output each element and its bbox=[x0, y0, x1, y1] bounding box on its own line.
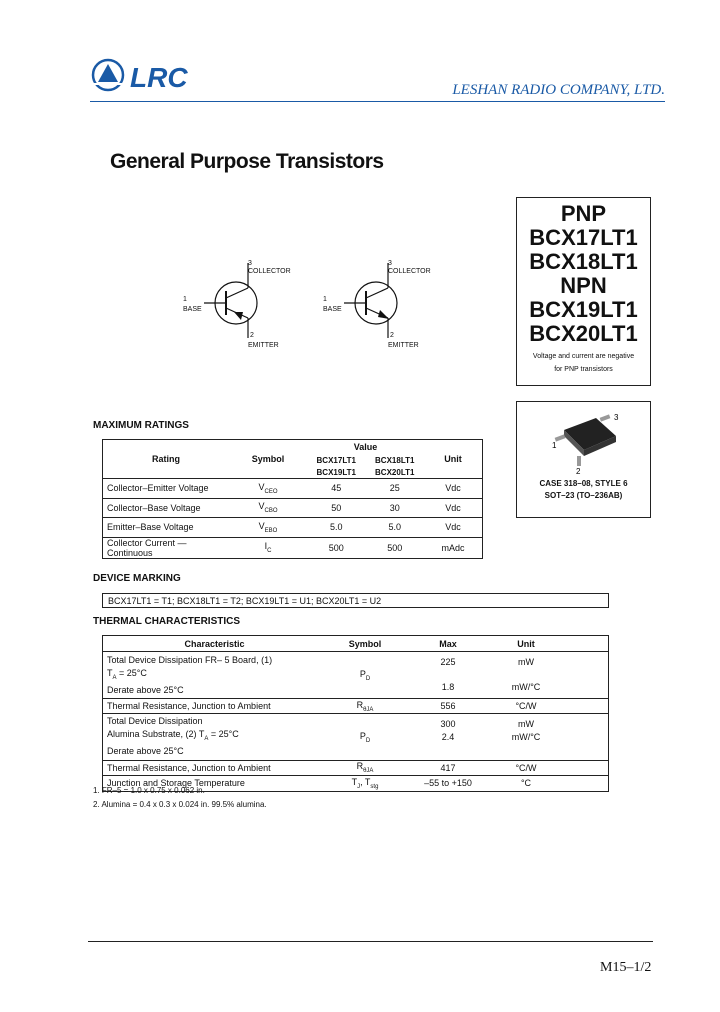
package-box bbox=[516, 401, 651, 518]
footer-divider bbox=[88, 941, 653, 942]
page-title: General Purpose Transistors bbox=[110, 150, 384, 173]
device-marking-text: BCX17LT1 = T1; BCX18LT1 = T2; BCX19LT1 = U1; BCX20LT1 = U2 bbox=[102, 593, 609, 608]
table-row: Emitter–Base Voltage $V_{EBO}$ 5.0 5.0 Vdc bbox=[103, 518, 483, 538]
table-row: Collector–Base Voltage $V_{CBO}$ 50 30 Vdc bbox=[103, 498, 483, 518]
svg-text:3: 3 bbox=[613, 413, 618, 422]
part-number: BCX20LT1 bbox=[529, 321, 638, 346]
case-label: CASE 318–08, STYLE 6 SOT–23 (TO–236AB) bbox=[539, 479, 628, 500]
part-type-pnp: PNP bbox=[560, 201, 607, 226]
svg-text:1: 1 bbox=[551, 441, 556, 450]
footnote-1: 1. FR–5 = 1.0 x 0.75 x 0.062 in. bbox=[93, 786, 205, 795]
part-number: BCX19LT1 bbox=[529, 297, 638, 322]
table-row: Total Device Dissipation FR– 5 Board, (1) $T_A = 25^\circ C$ Derate above 25°C $P_D$ 225 1.8 mW mW/°C bbox=[103, 652, 609, 699]
table-row: Collector–Emitter Voltage $V_{CEO}$ 45 25 Vdc bbox=[103, 479, 483, 499]
part-number-box bbox=[516, 197, 651, 386]
thermal-heading: THERMAL CHARACTERISTICS bbox=[93, 616, 241, 627]
company-name: LESHAN RADIO COMPANY, LTD. bbox=[452, 82, 665, 98]
polarity-note: Voltage and current are negative for PNP transistors bbox=[532, 353, 635, 373]
table-row: Thermal Resistance, Junction to Ambient $R_{\theta JA}$ 556 °C/W bbox=[103, 699, 609, 714]
pnp-transistor-symbol: 3 COLLECTOR 1 BASE 2 EMITTER bbox=[183, 260, 291, 349]
header-divider bbox=[90, 101, 665, 102]
table-row: Junction and Storage Temperature $T_J$, $T_{stg}$ –55 to +150 °C bbox=[103, 775, 609, 791]
part-number: BCX17LT1 bbox=[529, 225, 638, 250]
max-ratings-table: Rating Symbol Value Unit BCX17LT1 BCX18LT1 BCX19LT1 BCX20LT1 Collector–Emitter Voltage $V_{CEO}$ 45 25 Vdc Collector–Base Voltage $V_{CBO}$ 50 30 Vdc Emitter–Base Voltage $V_{EBO}$ 5.0 5.0 Vdc Collector Current — Continuous $I_C$ 500 500 mAdc bbox=[102, 439, 483, 559]
part-type-npn: NPN bbox=[560, 273, 607, 298]
table-row: Total Device Dissipation Alumina Substrate, (2) $T_A = 25^\circ C$ Derate above 25°C $P_D$ 300 2.4 mW mW/°C bbox=[103, 714, 609, 760]
sot23-package-icon bbox=[524, 406, 644, 478]
page-number: M15–1/2 bbox=[600, 960, 652, 975]
footnote-2: 2. Alumina = 0.4 x 0.3 x 0.024 in. 99.5% alumina. bbox=[93, 800, 267, 809]
part-number: BCX18LT1 bbox=[529, 249, 638, 274]
table-row: Thermal Resistance, Junction to Ambient $R_{\theta JA}$ 417 °C/W bbox=[103, 760, 609, 775]
table-row: Collector Current — Continuous $I_C$ 500 500 mAdc bbox=[103, 537, 483, 558]
svg-text:LRC: LRC bbox=[130, 62, 188, 93]
npn-transistor-symbol: 3 COLLECTOR 1 BASE 2 EMITTER bbox=[323, 260, 431, 349]
max-ratings-heading: MAXIMUM RATINGS bbox=[93, 420, 189, 431]
svg-text:2: 2 bbox=[575, 467, 580, 476]
company-logo bbox=[90, 56, 220, 96]
thermal-table: Characteristic Symbol Max Unit Total Device Dissipation FR– 5 Board, (1) $T_A = 25^\circ C$ Derate above 25°C $P_D$ 225 1.8 mW mW/°C Thermal Resistance, Junction to Ambient $R_{\theta JA}$ 556 °C/W Total Device Dissipation Alumina Substrate, (2) $T_A = 25^\circ C$ Derate above 25°C $P_D$ 300 2.4 mW mW/°C Thermal Resistance, Junction to Ambient $R_{\theta JA}$ 417 °C/W Junction and Storage Temperature $T_J$, $T_{stg}$ –55 to +150 °C bbox=[102, 635, 609, 792]
device-marking-heading: DEVICE MARKING bbox=[93, 573, 181, 584]
